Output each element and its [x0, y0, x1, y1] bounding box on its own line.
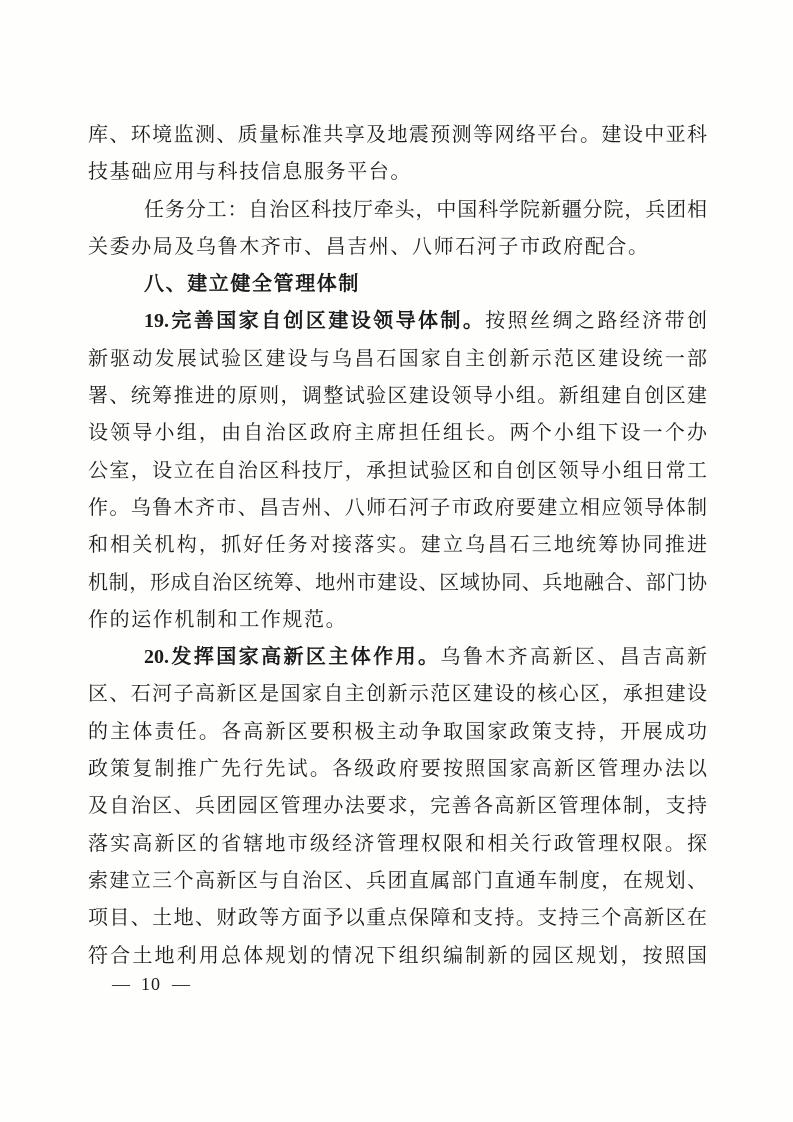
- body-text-line: [88, 565, 707, 602]
- text-segment: 任务分工：自治区科技厅牵头，中国科学院新疆分院，兵团相: [144, 198, 707, 221]
- body-text-line: [88, 602, 707, 639]
- text-segment: 署、统筹推进的原则，调整试验区建设领导小组。新组建自创区建: [88, 385, 707, 408]
- task-assignment-line: [88, 229, 707, 266]
- task-assignment-line: [88, 192, 707, 229]
- body-text-line: [88, 490, 707, 527]
- bold-text-segment: 八、建立健全管理体制: [144, 273, 360, 296]
- text-segment: 项目、土地、财政等方面予以重点保障和支持。支持三个高新区在: [88, 907, 707, 930]
- text-segment: 落实高新区的省辖地市级经济管理权限和相关行政管理权限。探: [88, 832, 707, 855]
- clause-19-line: [88, 303, 707, 340]
- body-text-line: [88, 527, 707, 564]
- text-segment: 机制，形成自治区统筹、地州市建设、区域协同、兵地融合、部门协: [88, 571, 707, 594]
- footer-right-dash: —: [172, 974, 190, 994]
- text-segment: 作。乌鲁木齐市、昌吉州、八师石河子市政府要建立相应领导体制: [88, 496, 707, 519]
- clause-20-line: [88, 639, 707, 676]
- text-segment: 乌鲁木齐高新区、昌吉高新: [440, 646, 707, 669]
- body-text-line: [88, 863, 707, 900]
- body-text-line: [88, 415, 707, 452]
- body-text-line: [88, 453, 707, 490]
- body-text-line: [88, 788, 707, 825]
- body-text-line: [88, 154, 707, 191]
- text-segment: 索建立三个高新区与自治区、兵团直属部门直通车制度，在规划、: [88, 869, 707, 892]
- text-segment: 符合土地利用总体规划的情况下组织编制新的园区规划，按照国: [88, 944, 707, 967]
- text-segment: 公室，设立在自治区科技厅，承担试验区和自创区领导小组日常工: [88, 459, 707, 482]
- text-segment: 关委办局及乌鲁木齐市、昌吉州、八师石河子市政府配合。: [88, 235, 650, 258]
- section-heading-8: [88, 266, 707, 303]
- body-text-line: [88, 117, 707, 154]
- document-body: [88, 117, 707, 975]
- page-footer: [108, 972, 194, 996]
- text-segment: 新驱动发展试验区建设与乌昌石国家自主创新示范区建设统一部: [88, 347, 707, 370]
- bold-text-segment: 19.完善国家自创区建设领导体制。: [144, 310, 486, 333]
- text-segment: 和相关机构，抓好任务对接落实。建立乌昌石三地统筹协同推进: [88, 534, 707, 557]
- page-number: 10: [141, 974, 161, 994]
- text-segment: 及自治区、兵团园区管理办法要求，完善各高新区管理体制，支持: [88, 795, 707, 818]
- body-text-line: [88, 900, 707, 937]
- text-segment: 的主体责任。各高新区要积极主动争取国家政策支持，开展成功: [88, 720, 707, 743]
- text-segment: 按照丝绸之路经济带创: [485, 310, 707, 333]
- body-text-line: [88, 714, 707, 751]
- body-text-line: [88, 826, 707, 863]
- text-segment: 库、环境监测、质量标准共享及地震预测等网络平台。建设中亚科: [88, 124, 707, 146]
- body-text-line: [88, 676, 707, 713]
- body-text-line: [88, 341, 707, 378]
- footer-left-dash: —: [112, 974, 130, 994]
- text-segment: 政策复制推广先行先试。各级政府要按照国家高新区管理办法以: [88, 758, 707, 781]
- bold-text-segment: 20.发挥国家高新区主体作用。: [144, 646, 441, 669]
- text-segment: 技基础应用与科技信息服务平台。: [88, 161, 412, 184]
- body-text-line: [88, 751, 707, 788]
- text-segment: 作的运作机制和工作规范。: [88, 608, 348, 631]
- text-segment: 设领导小组，由自治区政府主席担任组长。两个小组下设一个办: [88, 422, 707, 445]
- body-text-line: [88, 938, 707, 975]
- text-segment: 区、石河子高新区是国家自主创新示范区建设的核心区，承担建设: [88, 683, 707, 706]
- body-text-line: [88, 378, 707, 415]
